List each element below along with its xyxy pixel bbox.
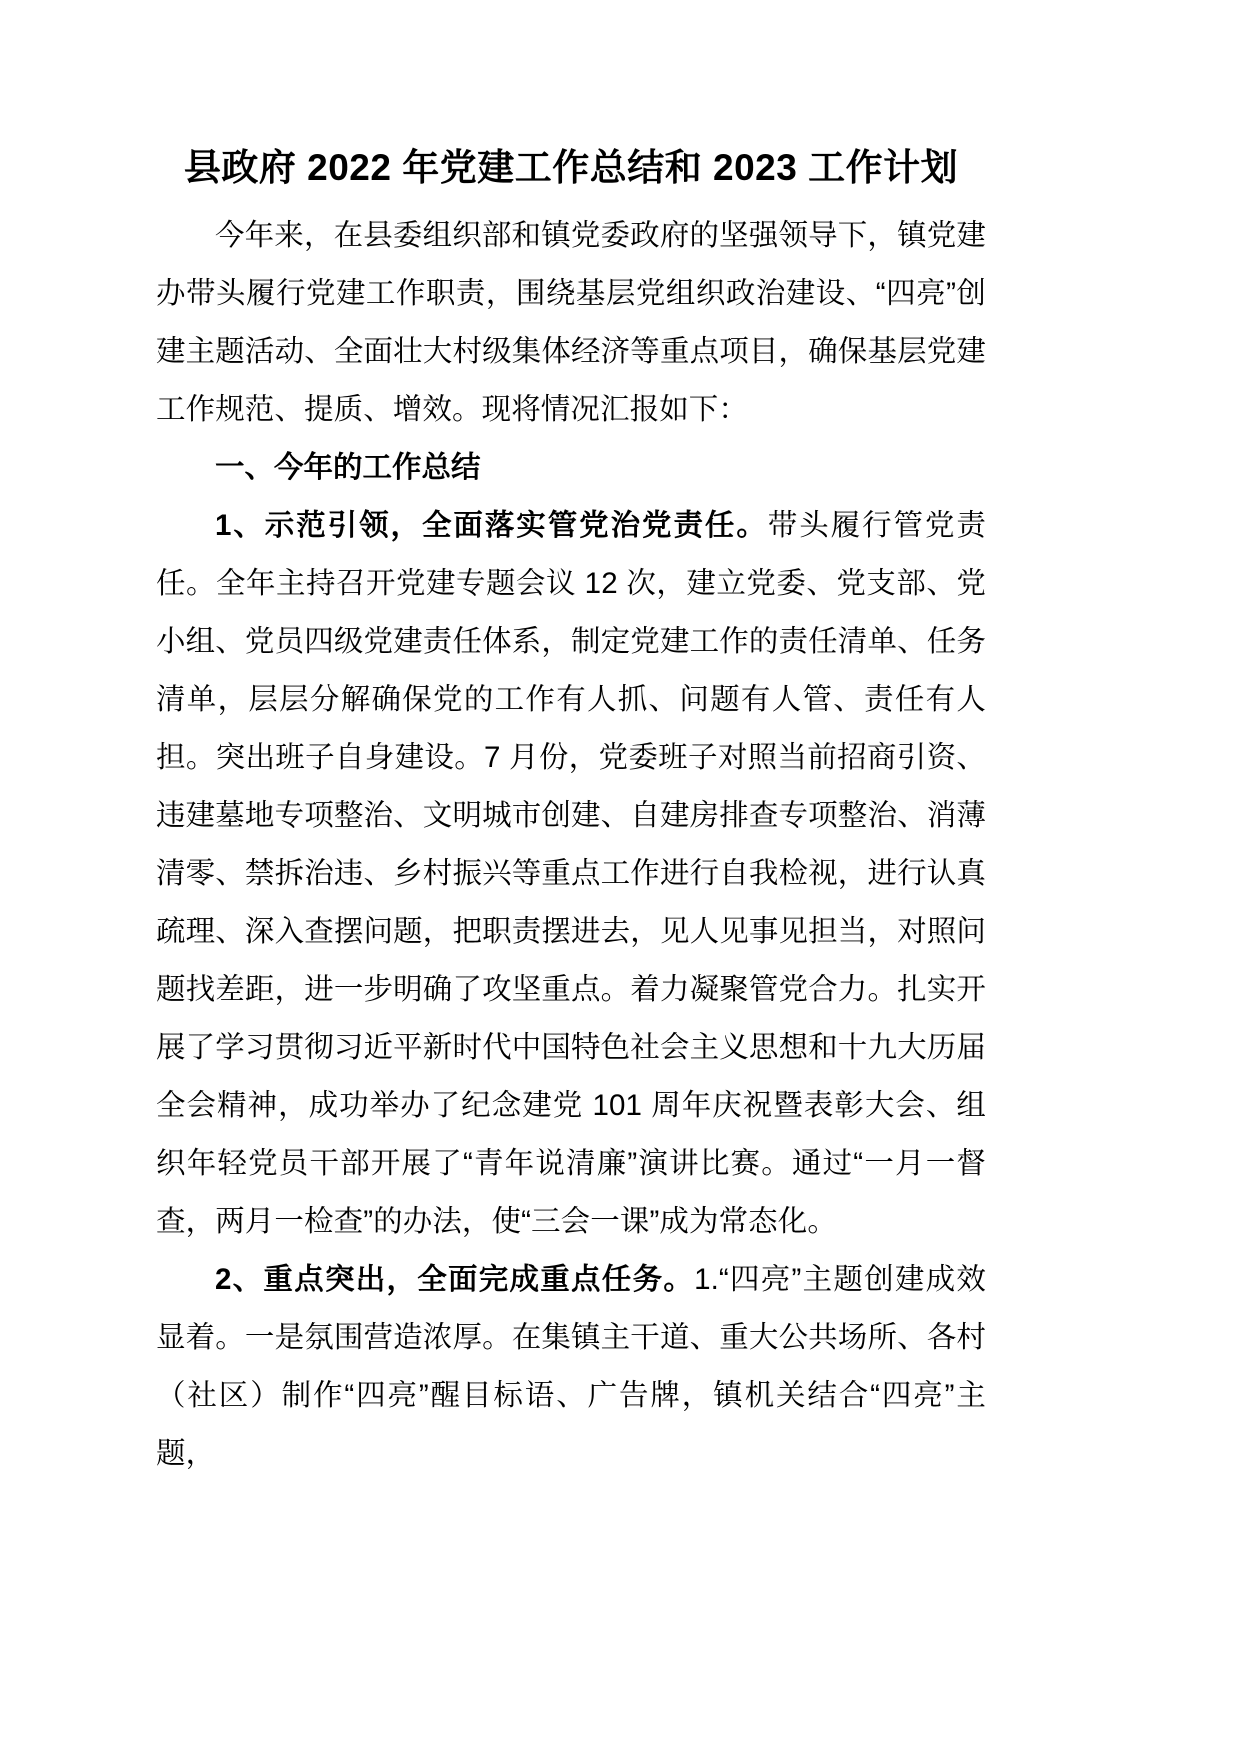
section-heading-one: 一、今年的工作总结	[215, 450, 481, 484]
item-1-lead: 1、示范引领，全面落实管党治党责任。	[215, 508, 768, 542]
page-title: 县政府 2022 年党建工作总结和 2023 工作计划	[183, 147, 959, 188]
item-1-paragraph	[156, 497, 986, 1251]
item-1-body: 带头履行管党责任。全年主持召开党建专题会议 12 次，建立党委、党支部、党小组、党员四级党建责任体系，制定党建工作的责任清单、任务清单，层层分解确保党的工作有人抓、问题有人管、责任有人担。突出班子自身建设。7 月份，党委班子对照当前招商引资、违建墓地专项整治、文明城市创建、自建房排查专项整治、消薄清零、禁拆治违、乡村振兴等重点工作进行自我检视，进行认真疏理、深入查摆问题，把职责摆进去，见人见事见担当，对照问题找差距，进一步明确了攻坚重点。着力凝聚管党合力。扎实开展了学习贯彻习近平新时代中国特色社会主义思想和十九大历届全会精神，成功举办了纪念建党 101 周年庆祝暨表彰大会、组织年轻党员干部开展了“青年说清廉”演讲比赛。通过“一月一督查，两月一检查”的办法，使“三会一课”成为常态化。	[156, 508, 986, 1238]
intro-paragraph: 今年来，在县委组织部和镇党委政府的坚强领导下，镇党建办带头履行党建工作职责，围绕基层党组织政治建设、“四亮”创建主题活动、全面壮大村级集体经济等重点项目，确保基层党建工作规范、提质、增效。现将情况汇报如下：	[156, 218, 986, 426]
item-2-lead: 2、重点突出，全面完成重点任务。	[215, 1262, 695, 1296]
item-2-paragraph	[156, 1251, 986, 1483]
item-2-body: 1.“四亮”主题创建成效显着。一是氛围营造浓厚。在集镇主干道、重大公共场所、各村（社区）制作“四亮”醒目标语、广告牌，镇机关结合“四亮”主题，	[156, 1262, 986, 1470]
document-content	[156, 0, 986, 1483]
